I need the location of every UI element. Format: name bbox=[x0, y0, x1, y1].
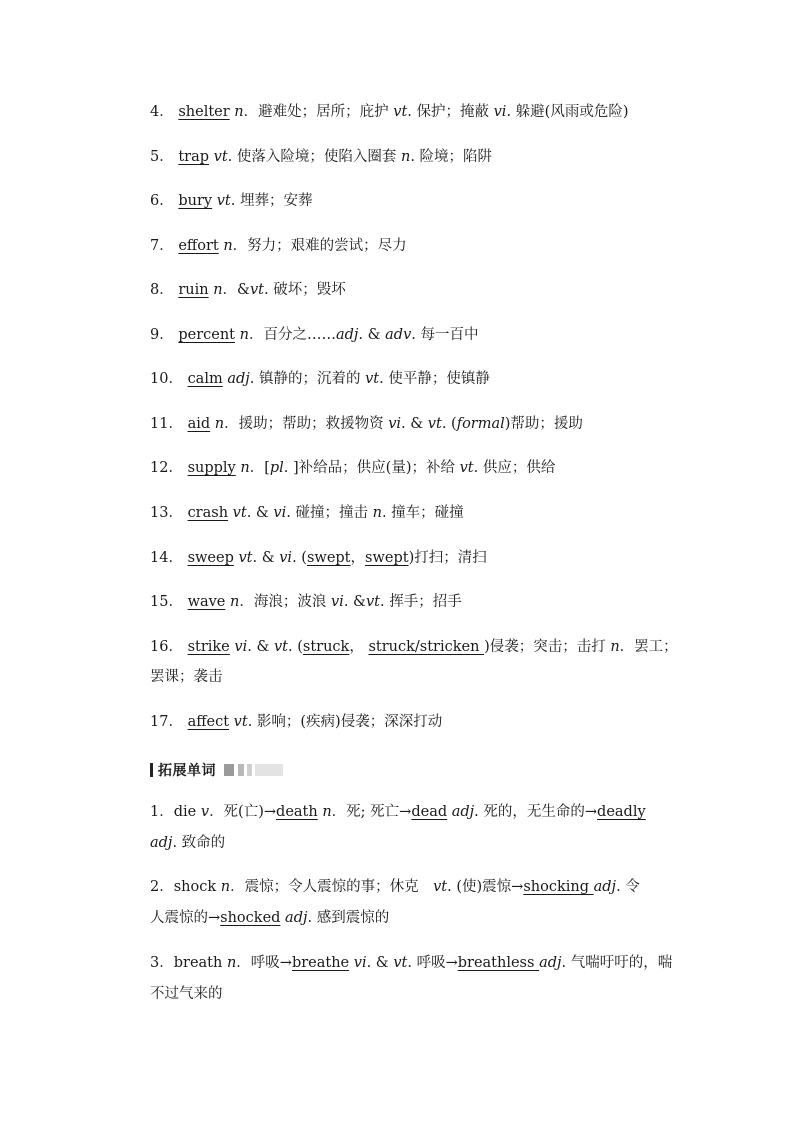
text: . 碰撞；撞击 bbox=[286, 505, 373, 521]
pos: n bbox=[220, 879, 231, 895]
section-title: 拓展单词 bbox=[158, 763, 216, 779]
text: ．海浪；波浪 bbox=[239, 594, 331, 610]
word-form: swept bbox=[306, 550, 351, 566]
text: 罢课；袭击 bbox=[150, 669, 223, 685]
pos: adj bbox=[593, 879, 617, 895]
text: ， bbox=[349, 639, 369, 655]
pos: vt bbox=[249, 282, 264, 298]
pos: vt bbox=[273, 639, 288, 655]
text: . & bbox=[246, 505, 274, 521]
text: ， bbox=[350, 550, 366, 566]
text: . 挥手；招手 bbox=[379, 594, 462, 610]
pos: vi bbox=[279, 550, 293, 566]
pos: n bbox=[401, 149, 411, 165]
text: 不过气来的 bbox=[150, 986, 223, 1002]
word-form: struck bbox=[302, 639, 350, 655]
text: . 保护；掩蔽 bbox=[407, 104, 494, 120]
item-number: 3． bbox=[150, 955, 174, 971]
pos: adj bbox=[280, 910, 308, 926]
vocab-word: shelter bbox=[178, 104, 230, 120]
pos: vi bbox=[493, 104, 507, 120]
ext-item-3 bbox=[150, 953, 673, 973]
ext-item-2 bbox=[150, 877, 660, 897]
vocab-item bbox=[150, 325, 660, 345]
text: . 埋葬；安葬 bbox=[230, 193, 313, 209]
pos: v bbox=[200, 804, 210, 820]
ext-item-3-cont bbox=[150, 984, 660, 1004]
ext-item-1 bbox=[150, 802, 660, 822]
text: ．震惊；令人震惊的事；休克 bbox=[230, 879, 434, 895]
pos: vt bbox=[209, 149, 228, 165]
text: ．死(亡)→ bbox=[209, 804, 277, 820]
item-number: 8． bbox=[150, 282, 174, 298]
text: . 撞车；碰撞 bbox=[381, 505, 464, 521]
vocab-item bbox=[150, 369, 660, 389]
vocab-word: strike bbox=[187, 639, 230, 655]
vocab-word: sweep bbox=[187, 550, 234, 566]
text: . 感到震惊的 bbox=[307, 910, 390, 926]
item-number: 15． bbox=[150, 594, 183, 610]
text: . 镇静的；沉着的 bbox=[249, 371, 366, 387]
pos: adj bbox=[335, 327, 359, 343]
pos: vi bbox=[349, 955, 367, 971]
text: ．呼吸→ bbox=[236, 955, 292, 971]
vocab-word: supply bbox=[187, 460, 236, 476]
text: . ( bbox=[441, 416, 457, 432]
vocab-item bbox=[150, 236, 660, 256]
pos: n bbox=[225, 594, 240, 610]
text: )侵袭；突击；击打 bbox=[484, 639, 611, 655]
pos: adj bbox=[222, 371, 250, 387]
pos: adj bbox=[150, 835, 173, 851]
vocab-item-16 bbox=[150, 637, 678, 657]
word-form: breathless bbox=[457, 955, 540, 971]
item-number: 17． bbox=[150, 714, 183, 730]
text: . 令 bbox=[616, 879, 640, 895]
pos: n bbox=[610, 639, 620, 655]
item-number: 11． bbox=[150, 416, 183, 432]
section-bar-icon bbox=[150, 763, 153, 777]
vocab-item bbox=[150, 503, 660, 523]
text: . & bbox=[247, 639, 274, 655]
word-form: death bbox=[276, 804, 318, 820]
pos: vt bbox=[433, 879, 448, 895]
vocab-item-16-cont bbox=[150, 667, 660, 687]
vocab-word: crash bbox=[187, 505, 229, 521]
text: . 呼吸→ bbox=[407, 955, 458, 971]
pos: vt bbox=[393, 104, 408, 120]
pos: vi bbox=[229, 639, 248, 655]
pos: n bbox=[226, 955, 237, 971]
word-form: breathe bbox=[291, 955, 350, 971]
word-form: shocked bbox=[220, 910, 281, 926]
pos: adj bbox=[539, 955, 562, 971]
vocab-item bbox=[150, 147, 660, 167]
pos: n bbox=[372, 505, 382, 521]
pos: n bbox=[229, 104, 244, 120]
ext-item-1-cont bbox=[150, 833, 660, 853]
pos: vt bbox=[229, 714, 248, 730]
text: . & bbox=[343, 594, 366, 610]
vocab-word: percent bbox=[178, 327, 236, 343]
text: . ( bbox=[288, 639, 303, 655]
word-form: dead bbox=[411, 804, 448, 820]
section-header bbox=[150, 760, 283, 780]
item-number: 13． bbox=[150, 505, 183, 521]
item-number: 9． bbox=[150, 327, 174, 343]
text: . 每一百中 bbox=[411, 327, 479, 343]
text: . 使落入险境；使陷入圈套 bbox=[227, 149, 401, 165]
item-number: 16． bbox=[150, 639, 183, 655]
vocab-word: calm bbox=[187, 371, 223, 387]
word-form: struck/stricken bbox=[368, 639, 485, 655]
text: ．努力；艰难的尝试；尽力 bbox=[232, 238, 407, 254]
word-form: swept bbox=[365, 550, 409, 566]
pos: vi bbox=[330, 594, 344, 610]
text: . 死的，无生命的→ bbox=[474, 804, 598, 820]
text: . 使平静；使镇静 bbox=[379, 371, 490, 387]
word-form: shocking bbox=[523, 879, 594, 895]
vocab-word: effort bbox=[178, 238, 219, 254]
pos: n bbox=[218, 238, 233, 254]
vocab-item-14 bbox=[150, 548, 660, 568]
text: 人震惊的→ bbox=[150, 910, 221, 926]
text: ．罢工； bbox=[619, 639, 678, 655]
vocab-item bbox=[150, 280, 660, 300]
vocab-word: bury bbox=[178, 193, 213, 209]
text: . 破坏；毁坏 bbox=[264, 282, 346, 298]
text: ．避难处；居所；庇护 bbox=[243, 104, 394, 120]
item-number: 2． bbox=[150, 879, 174, 895]
vocab-item bbox=[150, 458, 660, 478]
pos: n bbox=[235, 460, 250, 476]
ext-item-2-cont bbox=[150, 908, 660, 928]
text: . 险境；陷阱 bbox=[410, 149, 493, 165]
item-number: 6． bbox=[150, 193, 174, 209]
pos: n bbox=[317, 804, 332, 820]
text: shock bbox=[173, 879, 221, 895]
item-number: 7． bbox=[150, 238, 174, 254]
text: . 致命的 bbox=[172, 835, 226, 851]
item-number: 12． bbox=[150, 460, 183, 476]
section-decoration bbox=[224, 764, 283, 776]
item-number: 10． bbox=[150, 371, 183, 387]
text: . & bbox=[366, 955, 394, 971]
pos: pl bbox=[269, 460, 284, 476]
text: . ( bbox=[292, 550, 307, 566]
pos: vi bbox=[388, 416, 402, 432]
vocab-word: trap bbox=[178, 149, 210, 165]
pos: vt bbox=[393, 955, 408, 971]
item-number: 14． bbox=[150, 550, 183, 566]
pos: adj bbox=[447, 804, 475, 820]
pos: vt bbox=[365, 371, 380, 387]
vocab-item bbox=[150, 414, 660, 434]
pos: vt bbox=[212, 193, 231, 209]
text: . 供应；供给 bbox=[473, 460, 556, 476]
vocab-item bbox=[150, 191, 660, 211]
pos: vt bbox=[365, 594, 380, 610]
text: die bbox=[173, 804, 201, 820]
item-number: 1． bbox=[150, 804, 174, 820]
text: breath bbox=[173, 955, 227, 971]
pos: vt bbox=[427, 416, 442, 432]
text: ．& bbox=[222, 282, 250, 298]
text: )打扫；清扫 bbox=[408, 550, 487, 566]
text: ．[ bbox=[249, 460, 270, 476]
text: . & bbox=[401, 416, 428, 432]
pos: vt bbox=[459, 460, 474, 476]
vocab-item-17 bbox=[150, 712, 660, 732]
pos: formal bbox=[456, 416, 505, 432]
pos: n bbox=[210, 416, 225, 432]
text: ．死; 死亡→ bbox=[331, 804, 412, 820]
text: . & bbox=[358, 327, 386, 343]
item-number: 5． bbox=[150, 149, 174, 165]
text: . 影响；(疾病)侵袭；深深打动 bbox=[247, 714, 443, 730]
text: . 气喘吁吁的，喘 bbox=[561, 955, 673, 971]
text: )帮助；援助 bbox=[504, 416, 583, 432]
word-form: deadly bbox=[597, 804, 646, 820]
text: ．援助；帮助；救援物资 bbox=[224, 416, 389, 432]
pos: vt bbox=[238, 550, 253, 566]
vocab-word: aid bbox=[187, 416, 211, 432]
pos: n bbox=[235, 327, 249, 343]
text: ．百分之…… bbox=[248, 327, 336, 343]
vocab-item bbox=[150, 102, 660, 122]
pos: vi bbox=[273, 505, 287, 521]
text: . & bbox=[252, 550, 280, 566]
text: . (使)震惊→ bbox=[447, 879, 524, 895]
vocab-word: affect bbox=[187, 714, 230, 730]
text: . 躲避(风雨或危险) bbox=[506, 104, 629, 120]
vocab-item-15 bbox=[150, 592, 660, 612]
pos: vt bbox=[228, 505, 247, 521]
item-number: 4． bbox=[150, 104, 174, 120]
vocab-word: wave bbox=[187, 594, 226, 610]
pos: n bbox=[208, 282, 223, 298]
pos: adv bbox=[385, 327, 412, 343]
vocab-word: ruin bbox=[178, 282, 209, 298]
text: . ]补给品；供应(量)；补给 bbox=[283, 460, 460, 476]
